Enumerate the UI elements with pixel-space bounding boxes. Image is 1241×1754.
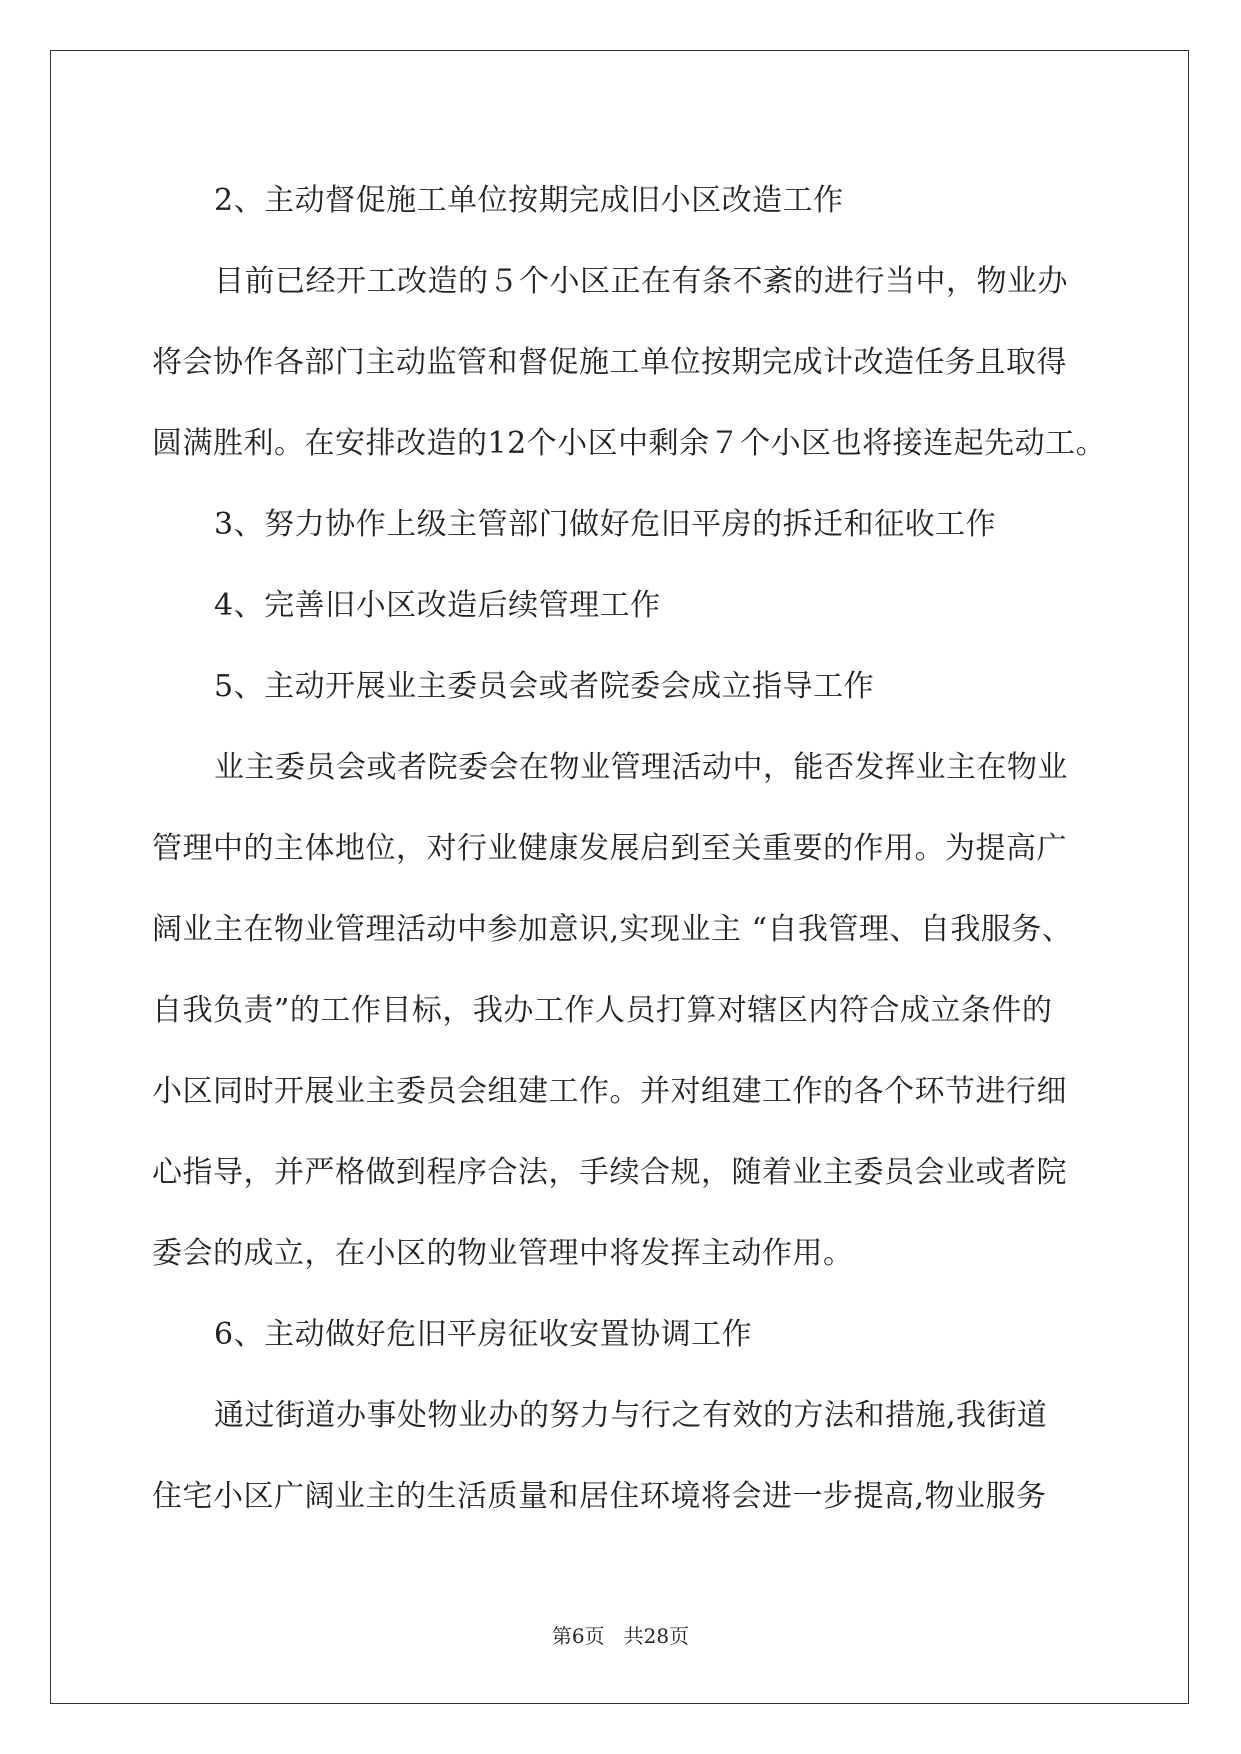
paragraph-line: 委会的成立，在小区的物业管理中将发挥主动作用。: [152, 1236, 854, 1271]
heading-item-5: 5、主动开展业主委员会或者院委会成立指导工作: [214, 669, 875, 704]
page-number-footer: 第6页 共28页: [551, 1624, 690, 1648]
paragraph-line: 通过街道办事处物业办的努力与行之有效的方法和措施,我街道: [214, 1398, 1048, 1433]
paragraph-line: 心指导，并严格做到程序合法，手续合规，随着业主委员会业或者院: [152, 1155, 1067, 1190]
paragraph-line: 自我负责”的工作目标，我办工作人员打算对辖区内符合成立条件的: [152, 993, 1053, 1028]
heading-item-2: 2、主动督促施工单位按期完成旧小区改造工作: [214, 183, 844, 218]
paragraph-line: 业主委员会或者院委会在物业管理活动中，能否发挥业主在物业: [214, 750, 1068, 785]
paragraph-line: 目前已经开工改造的５个小区正在有条不紊的进行当中，物业办: [214, 264, 1068, 299]
paragraph-line: 将会协作各部门主动监管和督促施工单位按期完成计改造任务且取得: [152, 345, 1067, 380]
paragraph-line: 阔业主在物业管理活动中参加意识,实现业主 “自我管理、自我服务、: [152, 912, 1073, 947]
paragraph-line: 小区同时开展业主委员会组建工作。并对组建工作的各个环节进行细: [152, 1074, 1067, 1109]
heading-item-4: 4、完善旧小区改造后续管理工作: [214, 588, 661, 623]
paragraph-line: 圆满胜利。在安排改造的12个小区中剩余７个小区也将接连起先动工。: [152, 426, 1107, 461]
heading-item-3: 3、努力协作上级主管部门做好危旧平房的拆迁和征收工作: [214, 507, 997, 542]
heading-item-6: 6、主动做好危旧平房征收安置协调工作: [214, 1317, 753, 1352]
paragraph-line: 住宅小区广阔业主的生活质量和居住环境将会进一步提高,物业服务: [152, 1479, 1047, 1514]
paragraph-line: 管理中的主体地位，对行业健康发展启到至关重要的作用。为提高广: [152, 831, 1067, 866]
document-body: [152, 160, 1107, 1537]
